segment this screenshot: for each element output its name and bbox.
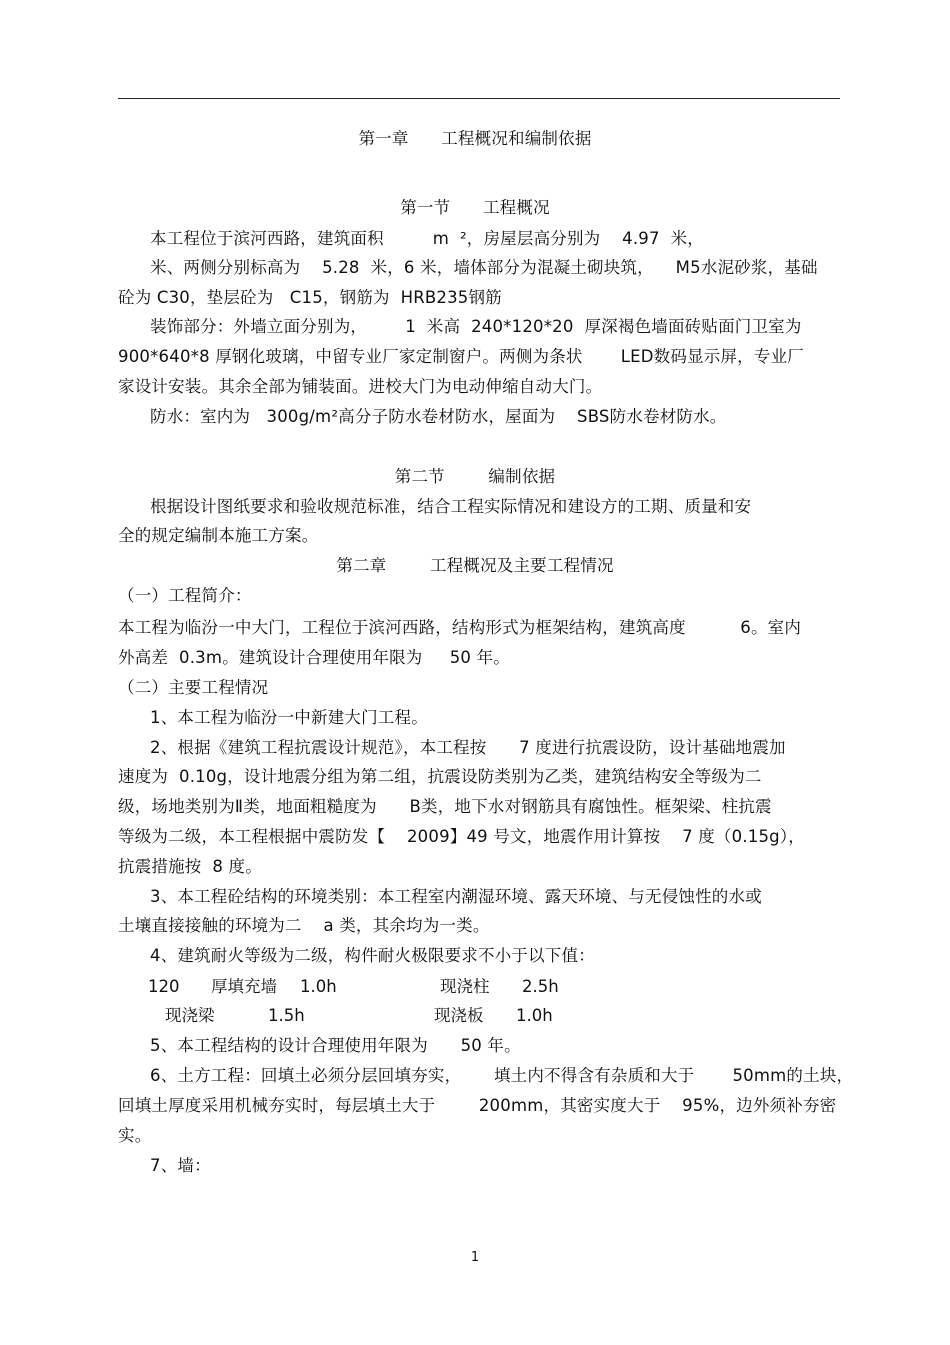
paragraph-line: 本工程位于滨河西路，建筑面积 m ²，房屋层高分别为 4.97 米， [150,229,704,248]
fire-table-cell: 现浇板 [434,1006,484,1025]
paragraph-line: 本工程为临汾一中大门，工程位于滨河西路，结构形式为框架结构，建筑高度 6。室内 [118,618,802,637]
paragraph-line: 级，场地类别为Ⅱ类，地面粗糙度为 B类，地下水对钢筋具有腐蚀性。框架梁、柱抗震 [118,797,772,816]
paragraph-line: 砼为 C30，垫层砼为 C15，钢筋为 HRB235钢筋 [118,288,502,307]
paragraph-line: 900*640*8 厚钢化玻璃，中留专业厂家定制窗户。两侧为条状 LED数码显示屏，专业厂 [118,347,804,366]
paragraph-line: 家设计安装。其余全部为铺装面。进校大门为电动伸缩自动大门。 [118,377,603,396]
list-item: 1、本工程为临汾一中新建大门工程。 [150,708,428,727]
list-item: 2、根据《建筑工程抗震设计规范》，本工程按 7 度进行抗震设防，设计基础地震加 [150,738,786,757]
list-item: 7、墙： [150,1156,211,1175]
paragraph-line: 防水：室内为 300g/m²高分子防水卷材防水，屋面为 SBS防水卷材防水。 [150,407,727,426]
subheading: （一）工程简介： [118,586,252,605]
subheading: （二）主要工程情况 [118,678,269,697]
section-2-title: 第二节 编制依据 [394,467,556,486]
fire-table-cell: 现浇梁 [165,1006,215,1025]
paragraph-line: 米、两侧分别标高为 5.28 米，6 米，墙体部分为混凝土砌块筑， M5水泥砂浆，基础 [150,258,818,277]
paragraph-line: 根据设计图纸要求和验收规范标准，结合工程实际情况和建设方的工期、质量和安 [150,497,752,516]
fire-table-cell: 现浇柱 [440,977,490,996]
paragraph-line: 装饰部分：外墙立面分别为， 1 米高 240*120*20 厚深褐色墙面砖贴面门卫室为 [150,317,802,336]
paragraph-line: 抗震措施按 8 度。 [118,857,262,876]
fire-table-cell: 120 厚填充墙 [148,977,277,996]
fire-table-cell: 1.0h [516,1006,553,1025]
paragraph-line: 全的规定编制本施工方案。 [118,526,319,545]
fire-table-cell: 2.5h [522,977,559,996]
chapter-2-title: 第二章 工程概况及主要工程情况 [336,556,614,575]
paragraph-line: 实。 [118,1126,152,1145]
paragraph-line: 土壤直接接触的环境为二 a 类，其余均为一类。 [118,916,490,935]
fire-table-cell: 1.0h [300,977,337,996]
list-item: 6、土方工程：回填土必须分层回填夯实， 填土内不得含有杂质和大于 50mm的土块， [150,1066,854,1085]
list-item: 3、本工程砼结构的环境类别：本工程室内潮湿环境、露天环境、与无侵蚀性的水或 [150,887,762,906]
page-number: 1 [470,1250,480,1265]
fire-table-cell: 1.5h [268,1006,305,1025]
header-rule [118,98,840,99]
paragraph-line: 外高差 0.3m。建筑设计合理使用年限为 50 年。 [118,648,510,667]
paragraph-line: 回填土厚度采用机械夯实时，每层填土大于 200mm，其密实度大于 95%，边外须补夯密 [118,1096,837,1115]
section-1-title: 第一节 工程概况 [400,198,550,217]
list-item: 4、建筑耐火等级为二级，构件耐火极限要求不小于以下值： [150,946,595,965]
paragraph-line: 等级为二级，本工程根据中震防发【 2009】49 号文，地震作用计算按 7 度（0.15g）， [118,827,805,846]
list-item: 5、本工程结构的设计合理使用年限为 50 年。 [150,1036,521,1055]
chapter-1-title: 第一章 工程概况和编制依据 [358,129,592,148]
paragraph-line: 速度为 0.10g，设计地震分组为第二组，抗震设防类别为乙类，建筑结构安全等级为二 [118,767,762,786]
